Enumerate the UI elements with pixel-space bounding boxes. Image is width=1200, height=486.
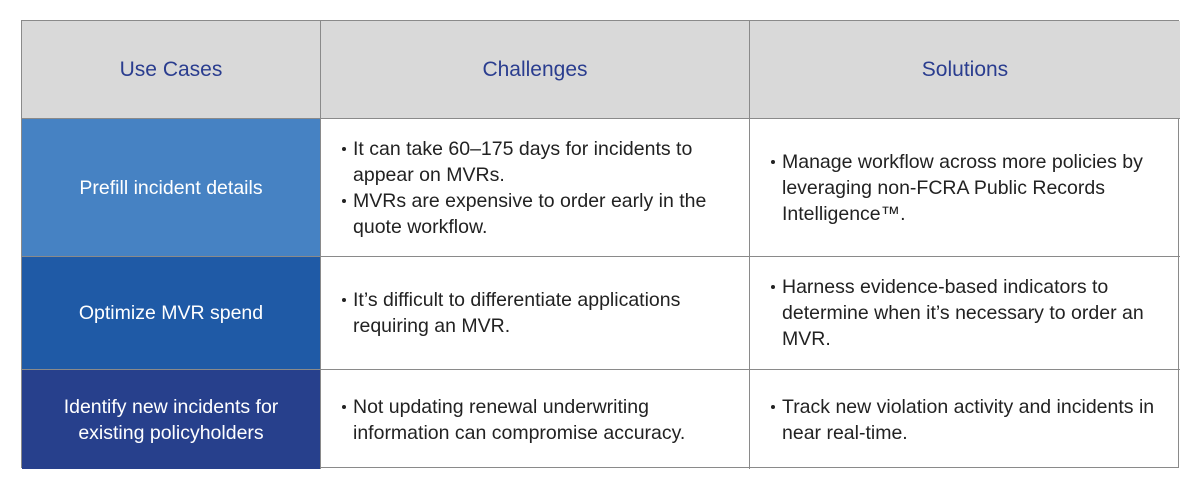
solutions-optimize — [750, 257, 1180, 370]
use-case-identify — [22, 370, 321, 469]
header-solutions — [750, 21, 1180, 119]
solution-bullet: Manage workflow across more policies by leveraging non-FCRA Public Records Intelligence™. — [771, 149, 1160, 227]
challenge-bullet: It can take 60–175 days for incidents to appear on MVRs. — [342, 136, 729, 188]
solution-bullet: Track new violation activity and incidents in near real-time. — [771, 394, 1160, 446]
solutions-identify — [750, 370, 1180, 469]
header-challenges — [321, 21, 750, 119]
use-case-prefill — [22, 119, 321, 257]
header-use-cases-label: Use Cases — [119, 57, 223, 81]
challenge-bullet: MVRs are expensive to order early in the quote workflow. — [342, 188, 729, 240]
challenges-prefill — [321, 119, 750, 257]
use-case-optimize — [22, 257, 321, 370]
use-case-label: Optimize MVR spend — [78, 302, 264, 324]
challenges-identify — [321, 370, 750, 469]
challenge-bullet: Not updating renewal underwriting information can compromise accuracy. — [342, 394, 729, 446]
challenge-bullet: It’s difficult to differentiate applications requiring an MVR. — [342, 287, 729, 339]
solutions-prefill — [750, 119, 1180, 257]
solution-bullet: Harness evidence-based indicators to determine when it’s necessary to order an MVR. — [771, 274, 1160, 352]
header-solutions-label: Solutions — [921, 57, 1009, 81]
header-use-cases — [22, 21, 321, 119]
challenges-optimize — [321, 257, 750, 370]
use-case-label: Prefill incident details — [79, 176, 263, 199]
header-challenges-label: Challenges — [482, 57, 588, 81]
use-cases-table — [21, 20, 1179, 468]
use-case-label: Identify new incidents for existing policyholders — [63, 395, 279, 444]
